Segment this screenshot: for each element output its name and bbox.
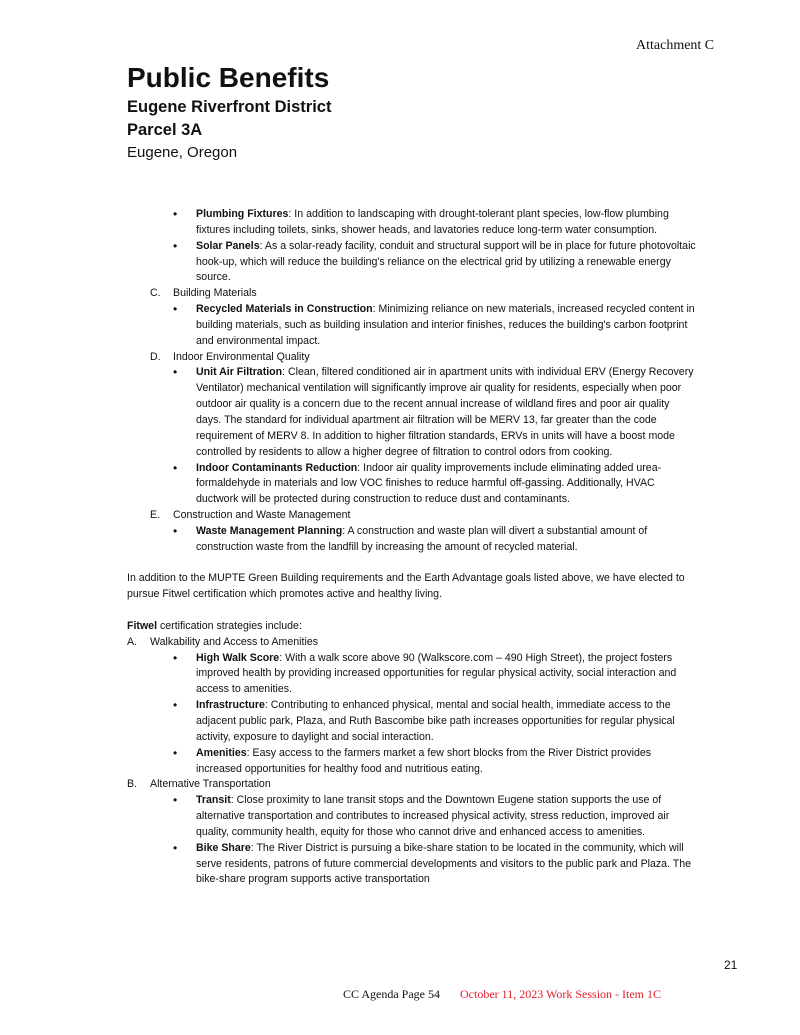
session-info: October 11, 2023 Work Session - Item 1C [460, 987, 662, 1001]
paragraph: In addition to the MUPTE Green Building requirements and the Earth Advantage goals listed above, we have elected to pursue Fitwel certification which promotes active and healthy living. [127, 572, 685, 601]
location: Eugene, Oregon [127, 144, 238, 161]
section-heading: B. Alternative Transportation [127, 778, 271, 791]
section-heading: A. Walkability and Access to Amenities [127, 635, 319, 648]
bullet-list [127, 524, 697, 556]
list-item: • Solar Panels: As a solar-ready facility, conduit and structural support will be in place for future photovoltaic hook-up, which will reduce the building's reliance on the electrical grid by utilizing a renewable energy source. [127, 239, 697, 287]
footer [343, 987, 661, 1002]
list-item: • Amenities: Easy access to the farmers market a few short blocks from the River District provides increased opportunities for healthy food and nutritious eating. [127, 746, 697, 778]
list-item: • High Walk Score: With a walk score above 90 (Walkscore.com – 490 High Street), the project fosters improved health by providing increased opportunities for regular physical activity, social interaction and access to amenities. [127, 651, 697, 699]
list-item: • Infrastructure: Contributing to enhanced physical, mental and social health, immediate access to the adjacent public park, Plaza, and Ruth Bascombe bike path increases opportunities for regular physical activity, exposure to daylight and social interaction. [127, 698, 697, 746]
list-item: • Transit: Close proximity to lane transit stops and the Downtown Eugene station supports the use of alternative transportation and contributes to increased physical activity, stress reduction, improved air quality, community health, equity for those who cannot drive and enhanced access to amenities. [127, 793, 697, 841]
parcel-name: Parcel 3A [127, 121, 203, 139]
bullet-list [127, 651, 697, 778]
page-title: Public Benefits [127, 62, 330, 93]
list-item: • Recycled Materials in Construction: Minimizing reliance on new materials, increased recycled content in building materials, such as building insulation and interior finishes, reduces the building's carbon footprint and environmental impact. [127, 302, 697, 350]
attachment-label: Attachment C [636, 38, 715, 53]
agenda-page: CC Agenda Page 54 [343, 987, 440, 1001]
document-body [127, 207, 697, 888]
section-heading: D. Indoor Environmental Quality [150, 350, 310, 363]
intro-bullet-list [127, 207, 697, 286]
section-heading: C. Building Materials [150, 287, 257, 300]
list-item: • Plumbing Fixtures: In addition to landscaping with drought-tolerant plant species, low-flow plumbing fixtures including toilets, sinks, shower heads, and lavatories reduce long-term water consumption. [127, 207, 697, 239]
bullet-list [127, 365, 697, 508]
list-item: • Indoor Contaminants Reduction: Indoor air quality improvements include eliminating added urea-formaldehyde in materials and low VOC finishes to reduce harmful off-gassing. Additionally, HVAC ductwork will be protected during construction to reduce dust and contaminants. [127, 461, 697, 509]
bullet-list [127, 302, 697, 350]
section-heading: E. Construction and Waste Management [150, 509, 351, 522]
list-item: • Unit Air Filtration: Clean, filtered conditioned air in apartment units with individual ERV (Energy Recovery Ventilator) mechanical ventilation will significantly improve air quality for residents, especially when poor outdoor air quality is a concern due to the recent annual increase of wildland fires and poor air quality days. The standard for individual apartment air filtration will be MERV 13, far greater than the code requirement of MERV 8. In addition to higher filtration standards, ERVs in units will have a boost mode controlled by residents to allow a higher degree of filtration to control odors from cooking. [127, 365, 697, 460]
fitwel-intro: Fitwel certification strategies include: [127, 619, 302, 632]
bullet-list [127, 793, 697, 888]
list-item: • Bike Share: The River District is pursuing a bike-share station to be located in the community, which will serve residents, patrons of future commercial developments and visitors to the public park and Plaza. The bike-share program supports active transportation [127, 841, 697, 889]
list-item: • Waste Management Planning: A construction and waste plan will divert a substantial amount of construction waste from the landfill by increasing the amount of recycled material. [127, 524, 697, 556]
page-number: 21 [724, 958, 738, 972]
project-name: Eugene Riverfront District [127, 98, 332, 116]
